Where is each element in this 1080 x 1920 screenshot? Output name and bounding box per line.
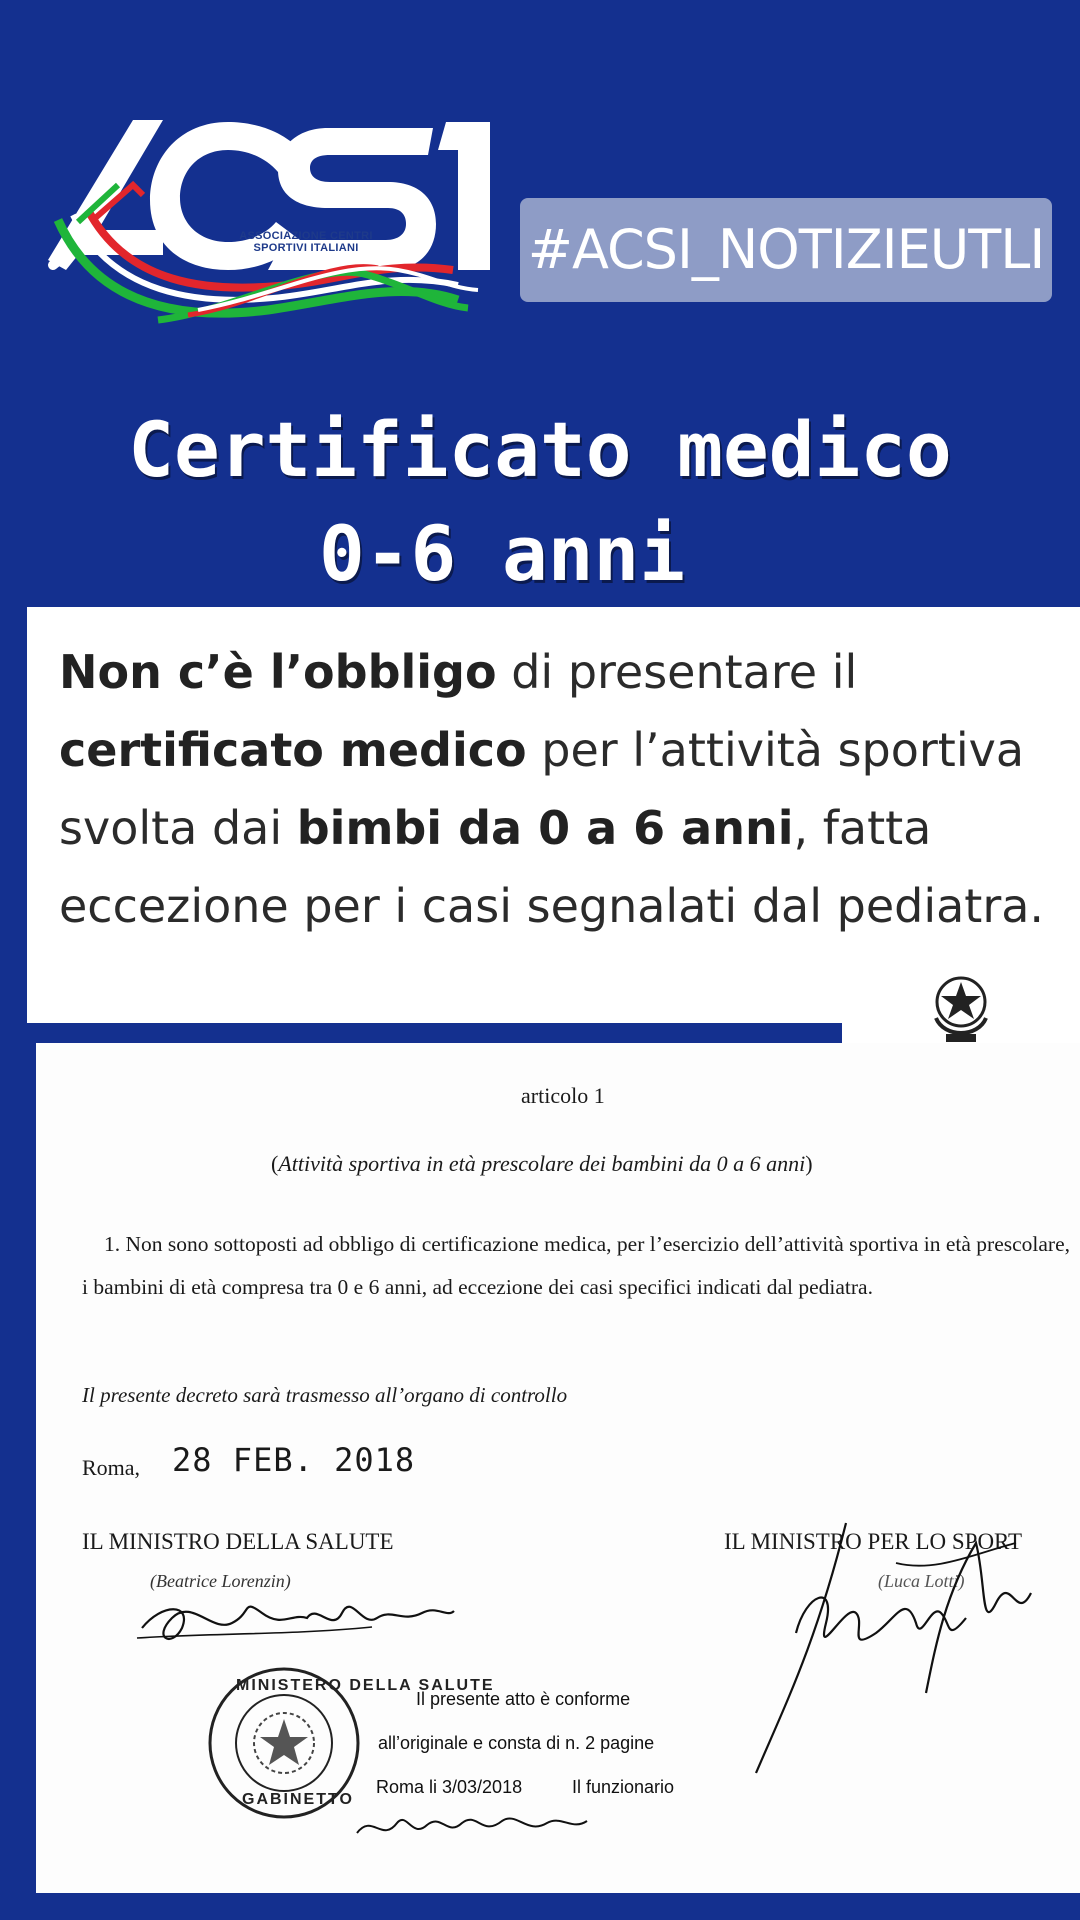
article-subtitle-close: )	[805, 1151, 813, 1176]
info-text-4: per l’attività sportiva svolta dai	[59, 723, 1025, 855]
info-bold-3: bimbi da 0 a 6 anni	[296, 801, 794, 855]
signatory-left-name: (Beatrice Lorenzin)	[150, 1571, 291, 1591]
article-subtitle	[271, 1151, 813, 1177]
article-subtitle-text: Attività sportiva in età prescolare dei bambini da 0 a 6 anni	[278, 1151, 806, 1176]
signatory-left: IL MINISTRO DELLA SALUTE	[82, 1529, 394, 1554]
italian-republic-emblem-icon	[926, 968, 996, 1050]
article-subtitle-open: (	[271, 1151, 279, 1176]
logo-subtitle: ASSOCIAZIONE CENTRI SPORTIVI ITALIANI	[239, 230, 373, 254]
stamp-top-text: MINISTERO DELLA SALUTE	[236, 1677, 495, 1694]
transmission-note: Il presente decreto sarà trasmesso all’organo di controllo	[82, 1383, 568, 1407]
article-body: 1. Non sono sottoposti ad obbligo di certificazione medica, per l’esercizio dell’attività sportiva in età prescolare, i bambini di età compresa tra 0 e 6 anni, ad eccezione dei casi specifici indicati dal pediatra.	[82, 1232, 1070, 1299]
info-bold-2: certificato medico	[59, 723, 527, 777]
signature-left	[132, 1583, 462, 1653]
signature-right	[746, 1483, 1046, 1783]
article-title: articolo 1	[521, 1083, 605, 1108]
headline-line-2: 0-6 anni	[318, 509, 686, 598]
headline	[0, 398, 1080, 606]
signatory-right-name: (Luca Lotti)	[878, 1571, 965, 1591]
certification-line-3: Roma li 3/03/2018	[376, 1777, 523, 1797]
info-text	[59, 633, 1059, 945]
signatory-right: IL MINISTRO PER LO SPORT	[724, 1529, 1023, 1554]
date-stamp: 28 FEB. 2018	[172, 1441, 416, 1479]
place: Roma,	[82, 1455, 141, 1480]
info-text-6: , fatta eccezione per i casi segnalati dal pediatra.	[59, 801, 1045, 933]
certification-line-3b: Il funzionario	[572, 1777, 675, 1797]
headline-line-1: Certificato medico	[128, 405, 952, 494]
stamp-bottom-text: GABINETTO	[242, 1791, 354, 1808]
acsi-logo	[38, 110, 498, 340]
signature-official	[352, 1803, 592, 1849]
info-bold-1: Non c’è l’obbligo	[59, 645, 497, 699]
info-text-2: di presentare il	[496, 645, 858, 699]
certification-line-1: Il presente atto è conforme	[416, 1689, 631, 1709]
certification-line-2: all’originale e consta di n. 2 pagine	[378, 1733, 655, 1753]
hashtag-label: #ACSI_NOTIZIEUTLI	[520, 198, 1052, 302]
decree-document	[36, 1043, 1080, 1893]
